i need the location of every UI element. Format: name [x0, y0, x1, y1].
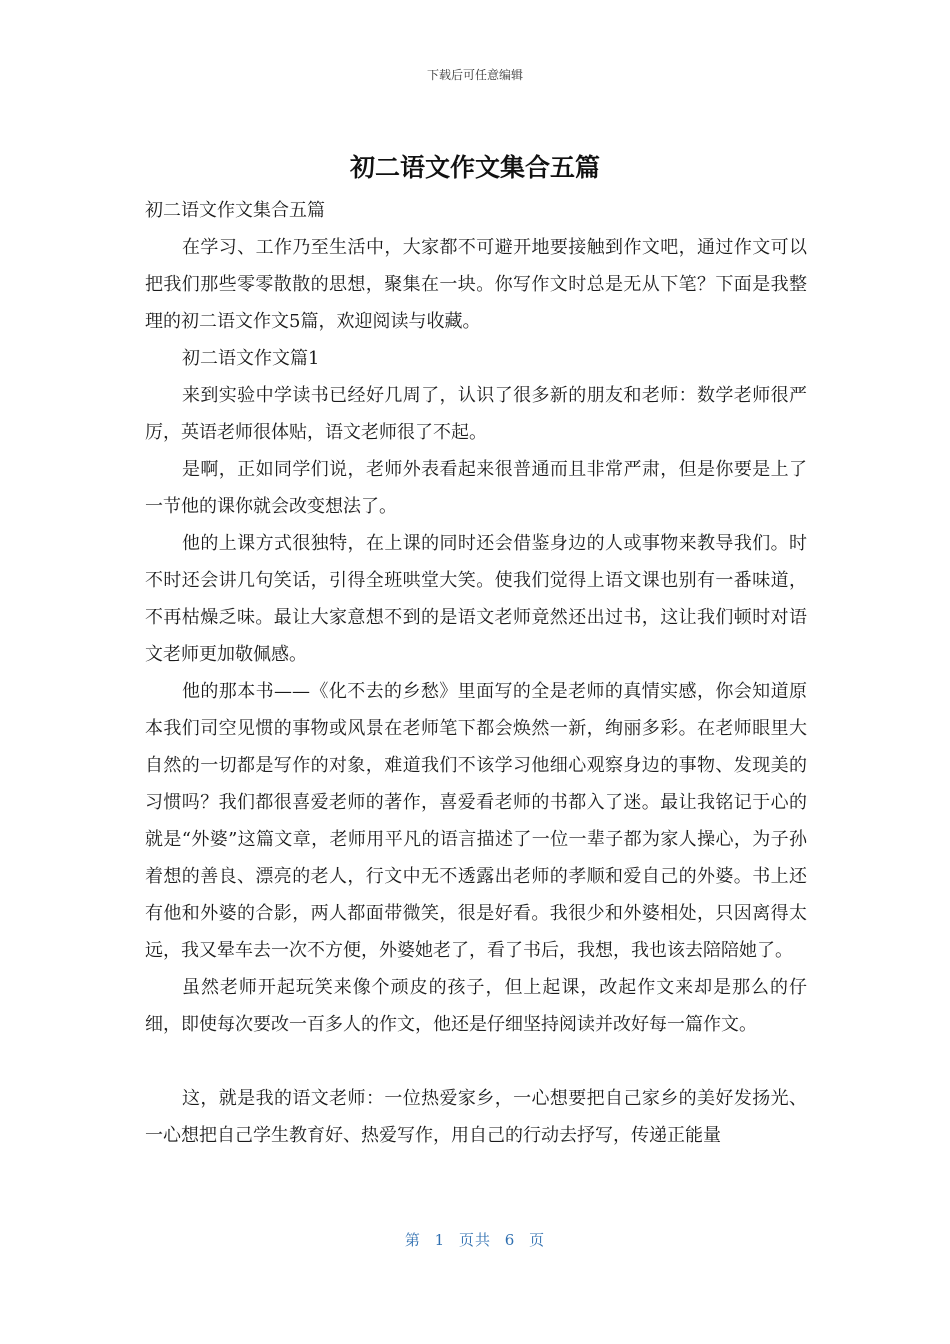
paragraph: 是啊，正如同学们说，老师外表看起来很普通而且非常严肃，但是你要是上了一节他的课你就会改变想法了。: [145, 459, 807, 517]
document-body: [145, 192, 807, 1154]
page-current: 1: [434, 1231, 446, 1249]
page-prefix: 第: [404, 1231, 421, 1249]
paragraph: 他的上课方式很独特，在上课的同时还会借鉴身边的人或事物来教导我们。时不时还会讲几句笑话，引得全班哄堂大笑。使我们觉得上语文课也别有一番味道，不再枯燥乏味。最让大家意想不到的是语文老师竟然还出过书，这让我们顿时对语文老师更加敬佩感。: [145, 533, 807, 665]
paragraph-intro: 在学习、工作乃至生活中，大家都不可避开地要接触到作文吧，通过作文可以把我们那些零零散散的思想，聚集在一块。你写作文时总是无从下笔？下面是我整理的初二语文作文5篇，欢迎阅读与收藏。: [145, 237, 807, 332]
section-heading: 初二语文作文篇1: [182, 348, 320, 369]
paragraph-subtitle: 初二语文作文集合五篇: [145, 200, 325, 221]
paragraph: 这，就是我的语文老师：一位热爱家乡，一心想要把自己家乡的美好发扬光、一心想把自己学生教育好、热爱写作，用自己的行动去抒写，传递正能量: [145, 1088, 807, 1146]
paragraph: 虽然老师开起玩笑来像个顽皮的孩子，但上起课，改起作文来却是那么的仔细，即使每次要改一百多人的作文，他还是仔细坚持阅读并改好每一篇作文。: [145, 977, 807, 1035]
page-footer: [0, 1229, 950, 1250]
page-suffix: 页: [529, 1231, 546, 1249]
page-middle: 页共: [458, 1231, 491, 1249]
header-note: 下载后可任意编辑: [426, 68, 523, 82]
paragraph: 他的那本书——《化不去的乡愁》里面写的全是老师的真情实感，你会知道原本我们司空见惯的事物或风景在老师笔下都会焕然一新，绚丽多彩。在老师眼里大自然的一切都是写作的对象，难道我们不该学习他细心观察身边的事物、发现美的习惯吗？我们都很喜爱老师的著作，喜爱看老师的书都入了迷。最让我铭记于心的就是“外婆”这篇文章，老师用平凡的语言描述了一位一辈子都为家人操心，为子孙着想的善良、漂亮的老人，行文中无不透露出老师的孝顺和爱自己的外婆。书上还有他和外婆的合影，两人都面带微笑，很是好看。我很少和外婆相处，只因离得太远，我又晕车去一次不方便，外婆她老了，看了书后，我想，我也该去陪陪她了。: [145, 681, 807, 961]
page-total: 6: [504, 1231, 516, 1249]
paragraph: 来到实验中学读书已经好几周了，认识了很多新的朋友和老师：数学老师很严厉，英语老师很体贴，语文老师很了不起。: [145, 385, 807, 443]
document-title: 初二语文作文集合五篇: [349, 153, 600, 182]
